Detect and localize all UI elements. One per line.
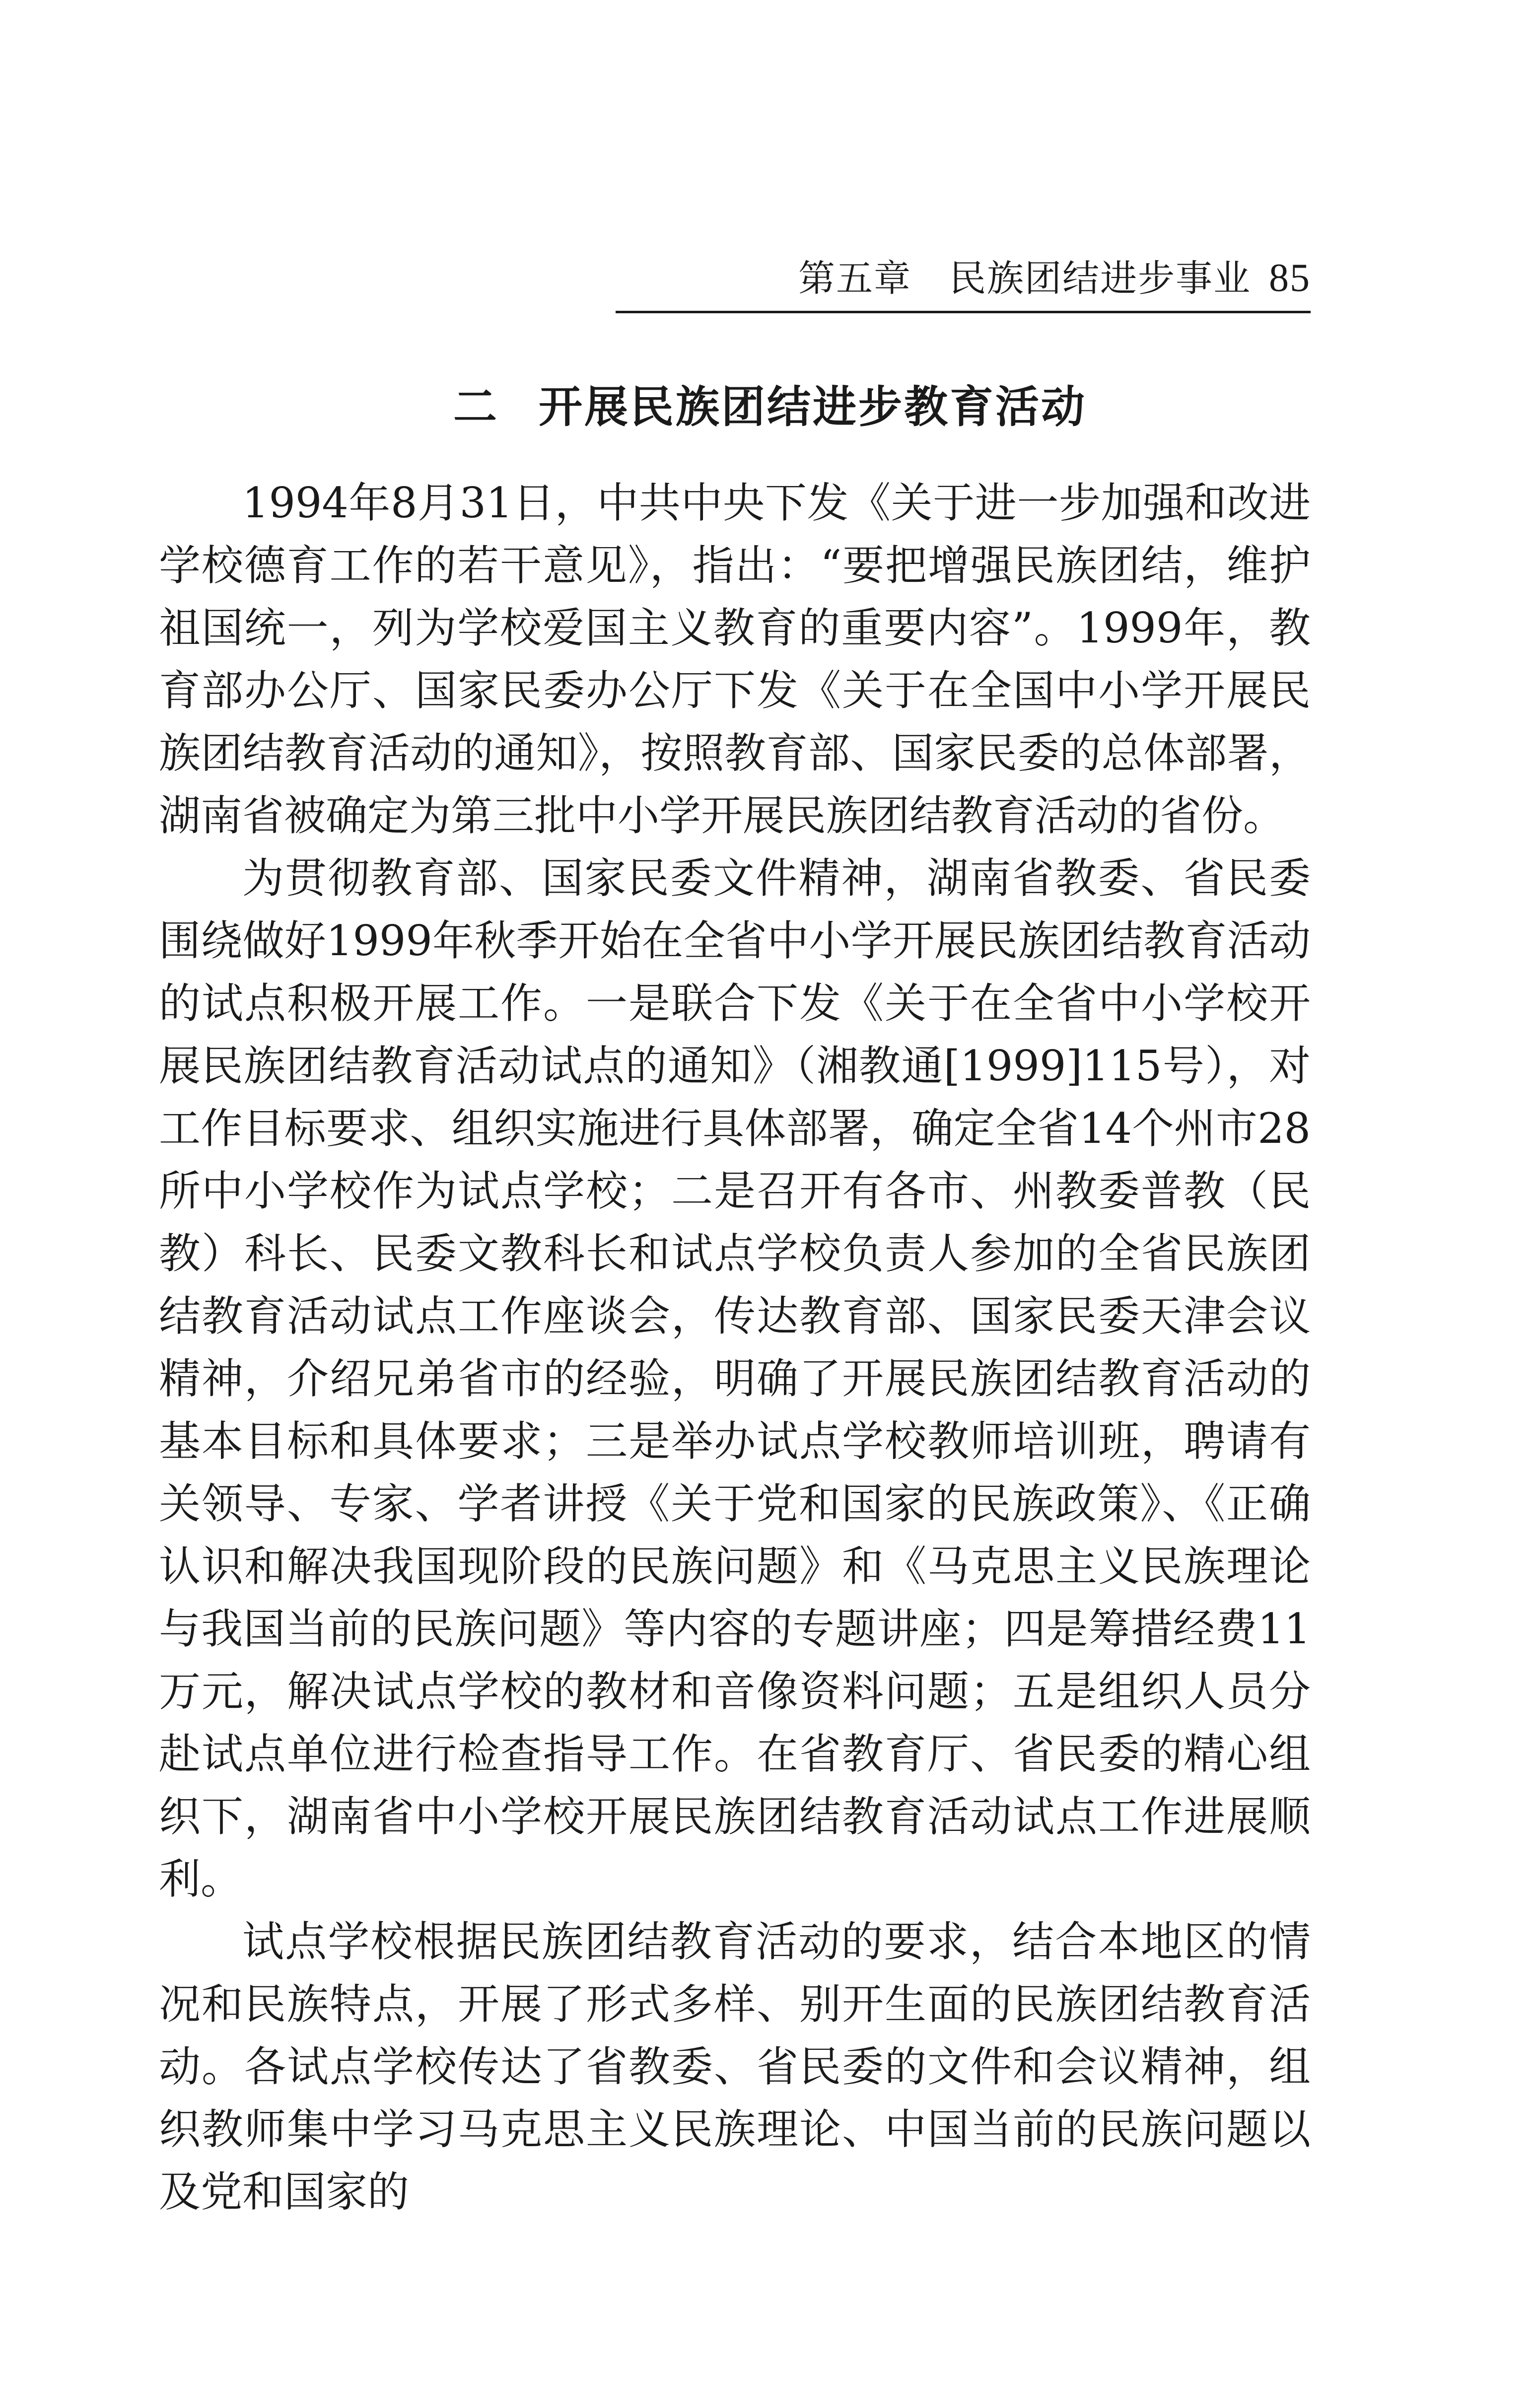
paragraph-3: 试点学校根据民族团结教育活动的要求，结合本地区的情况和民族特点，开展了形式多样、别开生面的民族团结教育活动。各试点学校传达了省教委、省民委的文件和会议精神，组织教师集中学习马克思主义民族理论、中国当前的民族问题以及党和国家的 <box>159 1917 1311 2216</box>
section-heading <box>0 377 1540 437</box>
paragraph-1: 1994年8月31日，中共中央下发《关于进一步加强和改进学校德育工作的若干意见》，指出：“要把增强民族团结，维护祖国统一，列为学校爱国主义教育的重要内容”。1999年，教育部办公厅、国家民委办公厅下发《关于在全国中小学开展民族团结教育活动的通知》，按照教育部、国家民委的总体部署，湖南省被确定为第三批中小学开展民族团结教育活动的省份。 <box>159 479 1311 840</box>
body-text <box>159 472 1311 2223</box>
paragraph-2: 为贯彻教育部、国家民委文件精神，湖南省教委、省民委围绕做好1999年秋季开始在全省中小学开展民族团结教育活动的试点积极开展工作。一是联合下发《关于在全省中小学校开展民族团结教育活动试点的通知》（湘教通[1999]115号），对工作目标要求、组织实施进行具体部署，确定全省14个州市28所中小学校作为试点学校；二是召开有各市、州教委普教（民教）科长、民委文教科长和试点学校负责人参加的全省民族团结教育活动试点工作座谈会，传达教育部、国家民委天津会议精神，介绍兄弟省市的经验，明确了开展民族团结教育活动的基本目标和具体要求；三是举办试点学校教师培训班，聘请有关领导、专家、学者讲授《关于党和国家的民族政策》、《正确认识和解决我国现阶段的民族问题》和《马克思主义民族理论与我国当前的民族问题》等内容的专题讲座；四是筹措经费11万元，解决试点学校的教材和音像资料问题；五是组织人员分赴试点单位进行检查指导工作。在省教育厅、省民委的精心组织下，湖南省中小学校开展民族团结教育活动试点工作进展顺利。 <box>159 854 1311 1903</box>
page-number: 85 <box>1269 256 1311 300</box>
header-rule <box>616 311 1311 313</box>
section-number: 二 <box>453 381 499 432</box>
chapter-title: 第五章 民族团结进步事业 <box>798 257 1251 300</box>
section-title: 开展民族团结进步教育活动 <box>539 381 1087 432</box>
running-header <box>616 251 1311 305</box>
